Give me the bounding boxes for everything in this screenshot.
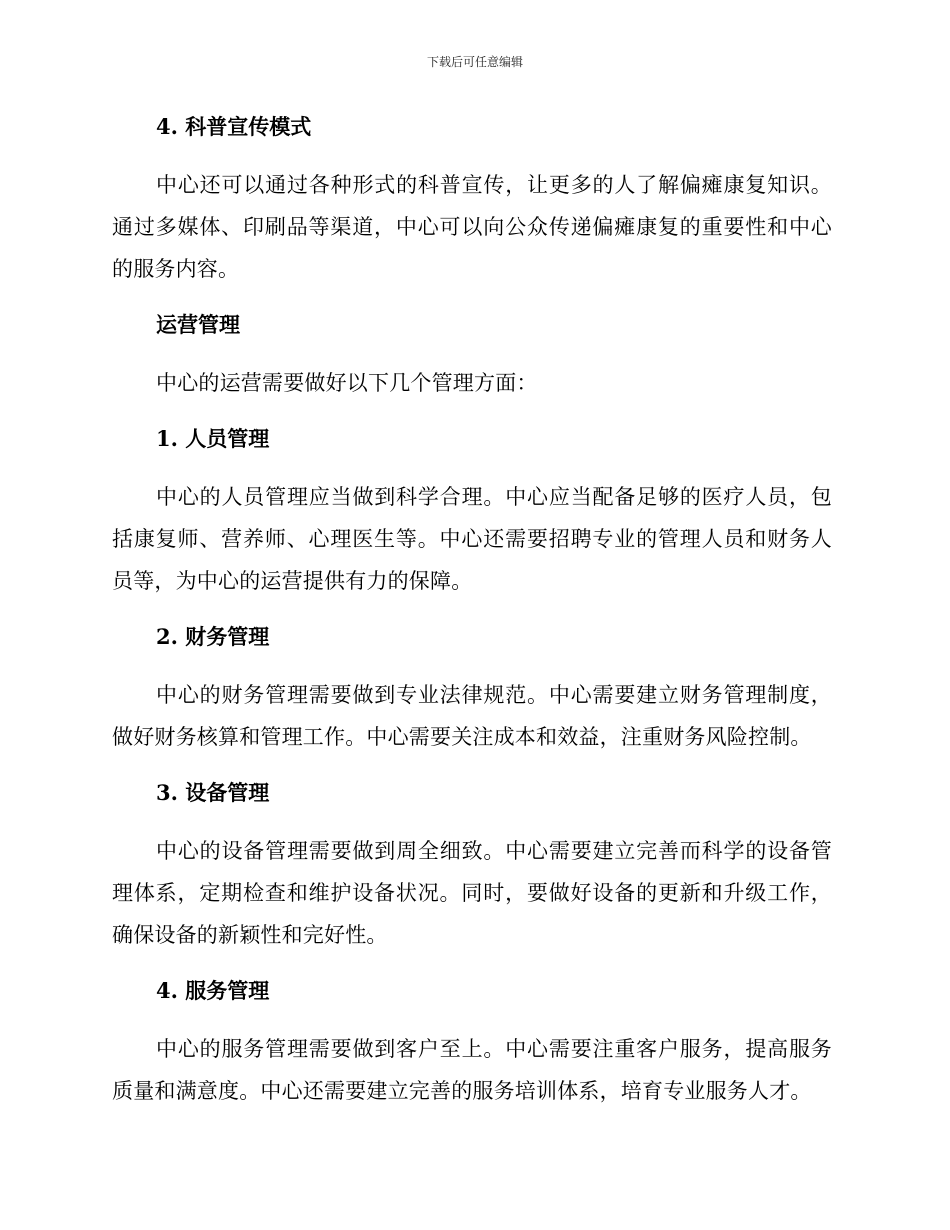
paragraph-financial-management: 中心的财务管理需要做到专业法律规范。中心需要建立财务管理制度，做好财务核算和管理工作。中心需要关注成本和效益，注重财务风险控制。: [112, 683, 832, 749]
paragraph-operations-management: 中心的运营需要做好以下几个管理方面：: [156, 371, 538, 395]
paragraph-service-management: 中心的服务管理需要做到客户至上。中心需要注重客户服务，提高服务质量和满意度。中心还需要建立完善的服务培训体系，培育专业服务人才。: [112, 1037, 832, 1103]
paragraph-personnel-management: 中心的人员管理应当做到科学合理。中心应当配备足够的医疗人员，包括康复师、营养师、心理医生等。中心还需要招聘专业的管理人员和财务人员等，为中心的运营提供有力的保障。: [112, 485, 832, 593]
document-body: [112, 110, 832, 1112]
section-heading-financial-management: 2. 财务管理: [156, 624, 270, 649]
paragraph-equipment-management: 中心的设备管理需要做到周全细致。中心需要建立完善而科学的设备管理体系，定期检查和维护设备状况。同时，要做好设备的更新和升级工作，确保设备的新颖性和完好性。: [112, 839, 832, 947]
section-heading-operations-management: 运营管理: [156, 312, 240, 337]
section-heading-equipment-management: 3. 设备管理: [156, 780, 270, 805]
paragraph-popular-science: 中心还可以通过各种形式的科普宣传，让更多的人了解偏瘫康复知识。通过多媒体、印刷品等渠道，中心可以向公众传递偏瘫康复的重要性和中心的服务内容。: [112, 173, 832, 281]
section-heading-popular-science: 4. 科普宣传模式: [156, 114, 312, 139]
page-header: 下载后可任意编辑: [426, 55, 523, 69]
section-heading-personnel-management: 1. 人员管理: [156, 426, 270, 451]
section-heading-service-management: 4. 服务管理: [156, 978, 270, 1003]
